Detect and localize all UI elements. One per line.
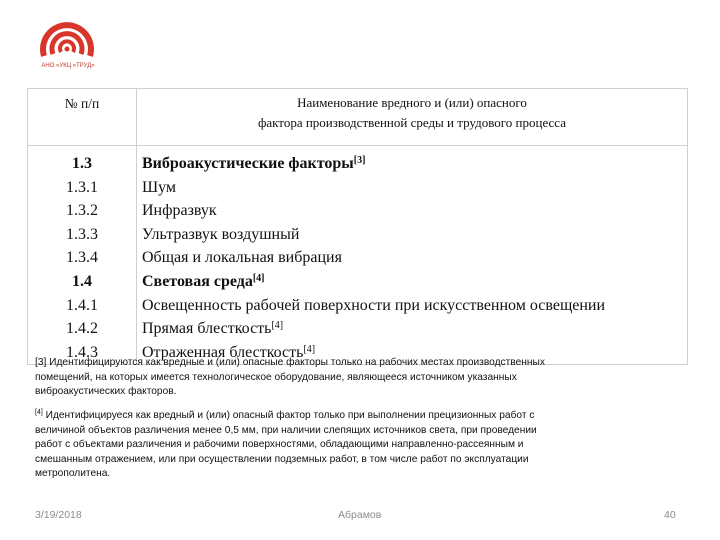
footnote-4-line: работ с объектами различения и рабочими поверхностями, обладающими направленно-рассеянным и bbox=[35, 439, 524, 451]
row-number: 1.3 bbox=[72, 155, 92, 172]
row-factor-name: Инфразвук bbox=[142, 202, 217, 220]
row-factor-name: Общая и локальная вибрация bbox=[142, 249, 342, 267]
row-number: 1.4.3 bbox=[66, 343, 98, 361]
footnote-4-line: величиной объектов различения менее 0,5 мм, при наличии слепящих источников света, при проведении bbox=[35, 424, 537, 436]
footnote-4-line: [4] Идентифицируеся как вредный и (или) опасный фактор только при выполнении прецизионных работ с bbox=[35, 409, 535, 421]
row-factor-name: Прямая блесткость[4] bbox=[142, 320, 284, 338]
table-body-row bbox=[28, 146, 688, 365]
row-factor-name: Отраженная блесткость[4] bbox=[142, 343, 316, 361]
logo-caption: АНО «УКЦ «ТРУД» bbox=[41, 63, 95, 69]
footnote-4-line: смешанным отражением, или при осуществлении подземных работ, в том числе работ по эксплуатации bbox=[35, 453, 529, 465]
footnote-ref: [4] bbox=[271, 320, 284, 332]
footer-author: Абрамов bbox=[338, 509, 382, 521]
footnote-3-line: помещений, на которых имеется технологическое оборудование, являющееся источником указанных bbox=[35, 371, 517, 383]
footnote-3-line: виброакустических факторов. bbox=[35, 386, 177, 398]
footnote-4-line: метрополитена. bbox=[35, 468, 111, 480]
footnote-ref: [4] bbox=[303, 343, 316, 355]
names-column bbox=[137, 146, 688, 365]
row-factor-name: Освещенность рабочей поверхности при искусственном освещении bbox=[142, 296, 606, 314]
row-number: 1.3.2 bbox=[66, 202, 98, 220]
table-header-row bbox=[28, 89, 688, 146]
footer-page-number: 40 bbox=[664, 509, 676, 521]
header-name-line1: Наименование вредного и (или) опасного bbox=[297, 95, 527, 110]
header-name bbox=[137, 89, 688, 146]
footnote-4-mark: [4] bbox=[35, 409, 43, 416]
footnote-ref: [3] bbox=[353, 155, 366, 166]
row-number: 1.3.4 bbox=[66, 249, 98, 267]
hazard-factors-table bbox=[27, 88, 688, 365]
numbers-column bbox=[28, 146, 137, 365]
row-number: 1.4 bbox=[72, 272, 92, 290]
header-name-line2: фактора производственной среды и трудового процесса bbox=[257, 115, 567, 130]
row-factor-name: Виброакустические факторы[3] bbox=[142, 155, 366, 172]
footnote-3-line: [3] Идентифицируются как вредные и (или) опасные факторы только на рабочих местах производственных bbox=[35, 357, 545, 368]
row-number: 1.4.2 bbox=[66, 320, 98, 338]
row-factor-name: Световая среда[4] bbox=[142, 272, 265, 290]
signal-waves-icon bbox=[34, 14, 100, 66]
footnote-3 bbox=[35, 356, 545, 400]
row-number: 1.3.3 bbox=[66, 225, 98, 243]
row-factor-name: Ультразвук воздушный bbox=[142, 225, 300, 243]
footnote-ref: [4] bbox=[252, 272, 265, 284]
header-number: № п/п bbox=[28, 89, 137, 146]
row-number: 1.4.1 bbox=[66, 296, 98, 314]
footer-date: 3/19/2018 bbox=[35, 509, 82, 521]
row-factor-name: Шум bbox=[142, 178, 177, 196]
row-number: 1.3.1 bbox=[66, 178, 98, 196]
footnote-4 bbox=[35, 409, 537, 482]
